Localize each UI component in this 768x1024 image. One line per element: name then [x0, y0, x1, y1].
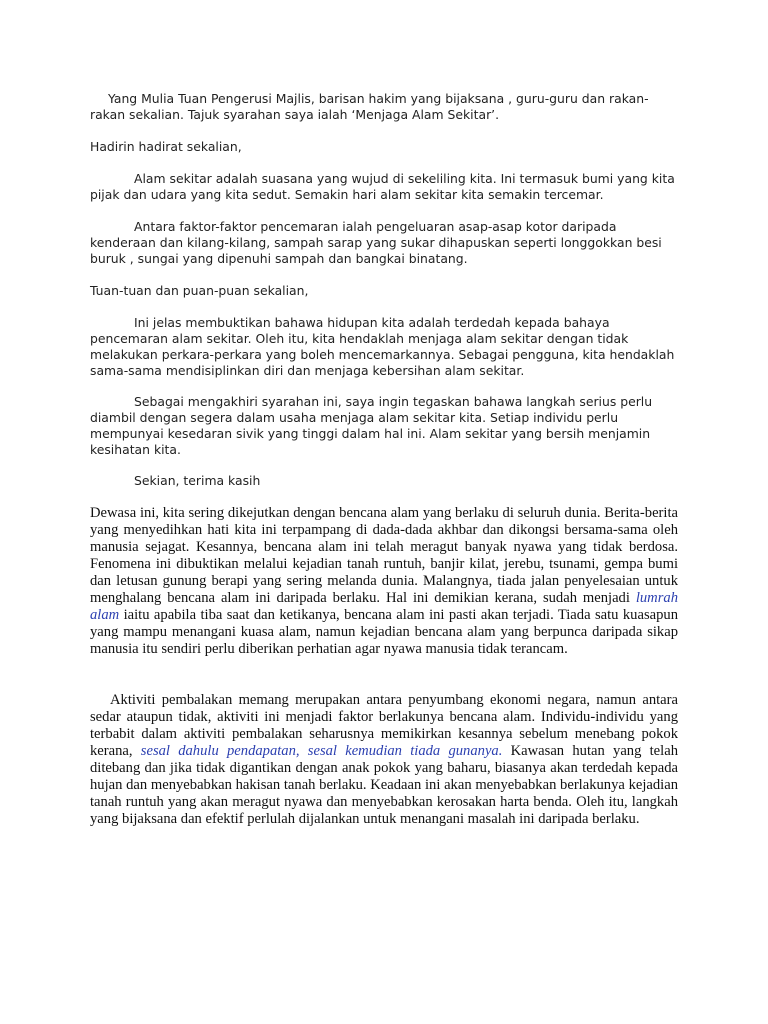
speech-greeting-1: Hadirin hadirat sekalian,	[90, 139, 242, 154]
speech-greeting-2: Tuan-tuan dan puan-puan sekalian,	[90, 283, 309, 298]
speech-paragraph-3: Ini jelas membuktikan bahawa hidupan kita adalah terdedah kepada bahaya pencemaran alam sekitar. Oleh itu, kita hendaklah menjaga alam sekitar dengan tidak melakukan perkara-perkara yang boleh mencemarkannya. Sebagai pengguna, kita hendaklah sama-sama mendisiplinkan diri dan menjaga kebersihan alam sekitar.	[90, 315, 675, 378]
essay-paragraph-2-text-b: Kawasan hutan yang telah ditebang dan jika tidak digantikan dengan anak pokok yang baharu, biasanya akan terdedah kepada hujan dan menyebabkan hakisan tanah berlaku. Keadaan ini akan menyebabkan berlakunya kejadian tanah runtuh yang akan meragut nyawa dan menyebabkan kerosakan harta benda. Oleh itu, langkah yang bijaksana dan efektif perlulah dijalankan untuk menangani masalah ini daripada berlaku.	[90, 743, 678, 827]
speech-paragraph-4: Sebagai mengakhiri syarahan ini, saya ingin tegaskan bahawa langkah serius perlu diambil dengan segera dalam usaha menjaga alam sekitar kita. Setiap individu perlu mempunyai kesedaran sivik yang tinggi dalam hal ini. Alam sekitar yang bersih menjamin kesihatan kita.	[90, 394, 653, 457]
essay-paragraph-1-text-a: Dewasa ini, kita sering dikejutkan dengan bencana alam yang berlaku di seluruh dunia. Berita-berita yang menyedihkan hati kita ini terpampang di dada-dada akhbar dan dikongsi bersama-sama oleh manusia sejagat. Kesannya, bencana alam ini telah meragut banyak nyawa yang tidak berdosa. Fenomena ini dibuktikan melalui kejadian tanah runtuh, banjir kilat, jerebu, tsunami, gempa bumi dan letusan gunung berapi yang sering melanda dunia. Malangnya, tiada jalan penyelesaian untuk menghalang bencana alam ini daripada berlaku. Hal ini demikian kerana, sudah menjadi	[90, 505, 678, 606]
speech-paragraph-2: Antara faktor-faktor pencemaran ialah pengeluaran asap-asap kotor daripada kenderaan dan kilang-kilang, sampah sarap yang sukar dihapuskan seperti longgokkan besi buruk , sungai yang dipenuhi sampah dan bangkai binatang.	[90, 219, 662, 266]
essay-paragraph-2-text-a: Aktiviti pembalakan memang merupakan antara penyumbang ekonomi negara, namun antara sedar ataupun tidak, aktiviti ini menjadi faktor berlakunya bencana alam. Individu-individu yang terbabit dalam aktiviti pembalakan seharusnya memikirkan kesannya sebelum menebang pokok kerana,	[90, 692, 678, 759]
essay-paragraph-1-text-b: iaitu apabila tiba saat dan ketikanya, bencana alam ini pasti akan terjadi. Tiada satu kuasapun yang mampu menangani kuasa alam, namun kejadian bencana alam yang berpunca daripada sikap manusia itu sendiri perlu diberikan perhatian agar nyawa manusia tidak terancam.	[90, 607, 678, 657]
essay-paragraph-2	[90, 692, 678, 828]
essay-emphasis-lumrah-alam: lumrah alam	[90, 590, 678, 623]
speech-paragraph-1: Alam sekitar adalah suasana yang wujud di sekeliling kita. Ini termasuk bumi yang kita pijak dan udara yang kita sedut. Semakin hari alam sekitar kita semakin tercemar.	[90, 171, 675, 202]
speech-closing: Sekian, terima kasih	[134, 473, 261, 488]
essay-emphasis-peribahasa: sesal dahulu pendapatan, sesal kemudian tiada gunanya.	[140, 743, 503, 759]
essay-paragraph-1	[90, 505, 678, 658]
speech-opening: Yang Mulia Tuan Pengerusi Majlis, barisan hakim yang bijaksana , guru-guru dan rakan-rakan sekalian. Tajuk syarahan saya ialah ‘Menjaga Alam Sekitar’.	[90, 91, 649, 122]
